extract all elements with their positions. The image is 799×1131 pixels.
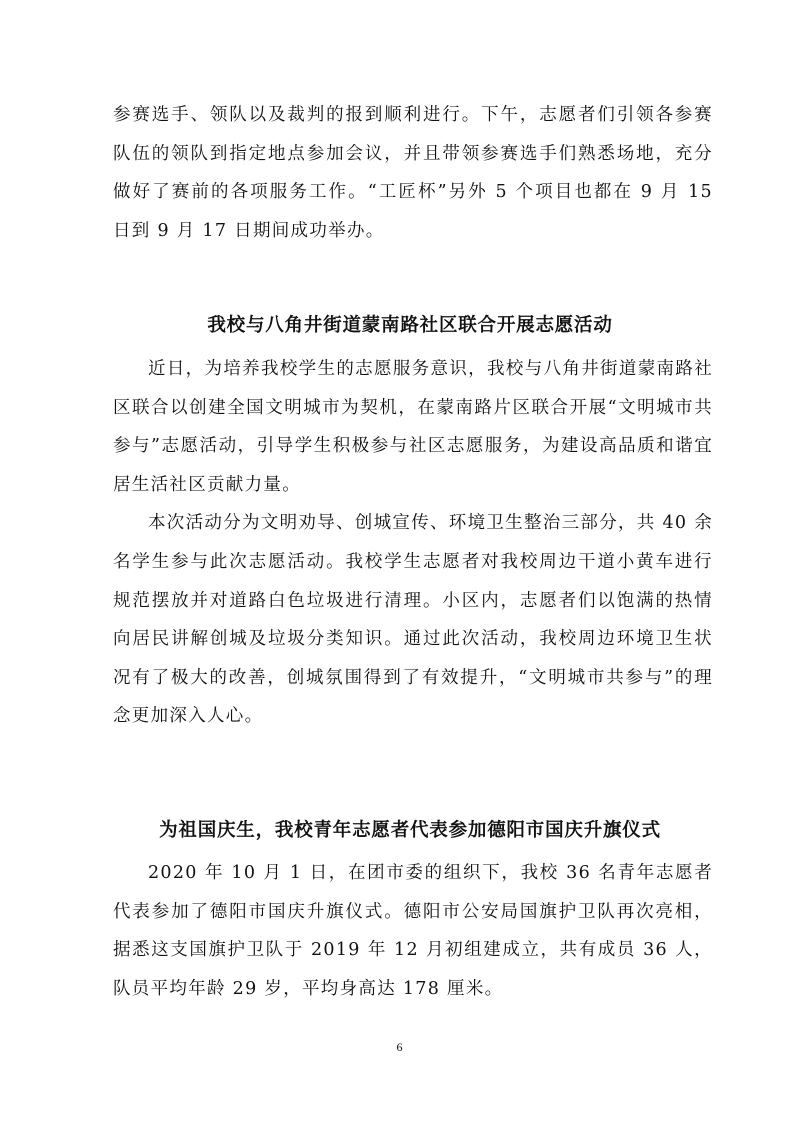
continuation-block — [113, 96, 713, 250]
article1-paragraph-2: 本次活动分为文明劝导、创城宣传、环境卫生整治三部分，共 40 余名学生参与此次志愿活动。我校学生志愿者对我校周边干道小黄车进行规范摆放并对道路白色垃圾进行清理。小区内，志愿者们以饱满的热情向居民讲解创城及垃圾分类知识。通过此次活动，我校周边环境卫生状况有了极大的改善，创城氛围得到了有效提升，“文明城市共参与”的理念更加深入人心。 — [113, 513, 713, 727]
continuation-paragraph: 参赛选手、领队以及裁判的报到顺利进行。下午，志愿者们引领各参赛队伍的领队到指定地点参加会议，并且带领参赛选手们熟悉场地，充分做好了赛前的各项服务工作。“工匠杯”另外 5 个项目也都在 9 月 15 日到 9 月 17 日期间成功举办。 — [113, 105, 713, 241]
article1-paragraph-1: 近日，为培养我校学生的志愿服务意识，我校与八角井街道蒙南路社区联合以创建全国文明城市为契机，在蒙南路片区联合开展“文明城市共参与”志愿活动，引导学生积极参与社区志愿服务，为建设高品质和谐宜居生活社区贡献力量。 — [113, 359, 713, 495]
article1-body — [113, 350, 713, 736]
article2-body — [113, 854, 713, 1008]
article2-paragraph-1: 2020 年 10 月 1 日，在团市委的组织下，我校 36 名青年志愿者代表参加了德阳市国庆升旗仪式。德阳市公安局国旗护卫队再次亮相，据悉这支国旗护卫队于 2019 年 12 月初组建成立，共有成员 36 人，队员平均年龄 29 岁，平均身高达 178 厘米。 — [113, 863, 713, 999]
article1-title: 我校与八角井街道蒙南路社区联合开展志愿活动 — [207, 315, 613, 336]
article2-title: 为祖国庆生，我校青年志愿者代表参加德阳市国庆升旗仪式 — [159, 820, 661, 841]
page-number: 6 — [396, 1040, 403, 1054]
